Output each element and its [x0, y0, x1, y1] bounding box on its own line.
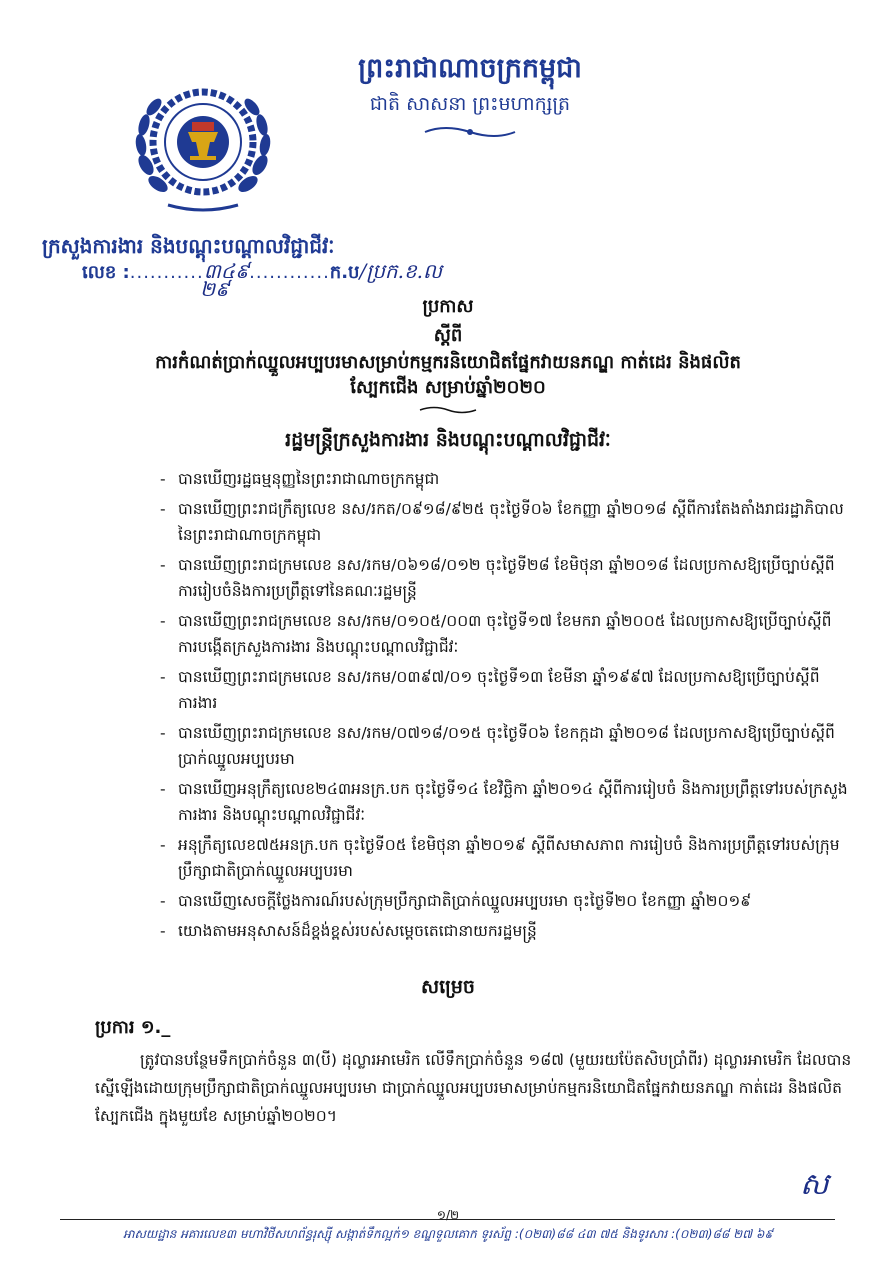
article-label: ប្រការ ១._: [95, 1017, 171, 1038]
reference-suffix: ក.ប: [329, 262, 360, 283]
list-item: - បានឃើញព្រះរាជក្រមលេខ នស/រកម/០៣៩៧/០១ ចុះថ្ងៃទី១៣ ខែមីនា ឆ្នាំ១៩៩៧ ដែលប្រកាសឱ្យប្រើច្បាប់ស្តីពីការងារ: [160, 664, 850, 716]
document-type: ប្រកាស: [422, 296, 474, 317]
ornament-divider: [420, 125, 520, 139]
footer-address: អាសយដ្ឋាន អគារលេខ៣ មហាវិថីសហព័ន្ធរុស្ស៊ី សង្កាត់ទឹកល្អក់១ ខណ្ឌទួលគោក ទូរស័ព្ទ :(០២៣)៨៨ ៤៣ ៧៥ និងទូរសារ :(០២៣)៨៨ ២៧ ៦៩: [123, 1227, 773, 1241]
national-motto: ជាតិ សាសនា ព្រះមហាក្សត្រ: [369, 93, 571, 115]
list-item: - បានឃើញអនុក្រឹត្យលេខ២៤៣អនក្រ.បក ចុះថ្ងៃទី១៤ ខែវិច្ឆិកា ឆ្នាំ២០១៤ ស្តីពីការរៀបចំ និងការប្រព្រឹត្តទៅរបស់ក្រសួងការងារ និងបណ្តុះបណ្តាលវិជ្ជាជីវៈ: [160, 776, 850, 828]
ministry-logo: [128, 70, 278, 220]
reference-dots-2: ............: [249, 262, 330, 283]
list-item: - បានឃើញព្រះរាជក្រមលេខ នស/រកម/០៧១៨/០១៥ ចុះថ្ងៃទី០៦ ខែកក្កដា ឆ្នាំ២០១៨ ដែលប្រកាសឱ្យប្រើច្បាប់ស្តីពីប្រាក់ឈ្នួលអប្បបរមា: [160, 720, 850, 772]
list-item: - អនុក្រឹត្យលេខ៧៥អនក្រ.បក ចុះថ្ងៃទី០៥ ខែមិថុនា ឆ្នាំ២០១៩ ស្តីពីសមាសភាព ការរៀបចំ និងការប្រព្រឹត្តទៅរបស់ក្រុមប្រឹក្សាជាតិប្រាក់ឈ្នួលអប្បបរមា: [160, 832, 850, 884]
reference-handwritten-number: ៣៤៩: [203, 259, 250, 283]
issuing-authority: រដ្ឋមន្រ្តីក្រសួងការងារ និងបណ្តុះបណ្តាលវិជ្ជាជីវៈ: [285, 429, 611, 451]
reference-number: លេខ :...........៣៤៩............ក.ប/ប្រក.ខ.ល ២៩: [82, 258, 442, 288]
page-number: ១/២: [436, 1208, 460, 1222]
handwritten-initials: ស: [800, 1167, 829, 1202]
list-item: - បានឃើញព្រះរាជក្រមលេខ នស/រកម/០៦១៨/០១២ ចុះថ្ងៃទី២៨ ខែមិថុនា ឆ្នាំ២០១៨ ដែលប្រកាសឱ្យប្រើច្បាប់ស្តីពីការរៀបចំនិងការប្រព្រឹត្តទៅនៃគណៈរដ្ឋមន្ត្រី: [160, 552, 850, 604]
ministry-name: ក្រសួងការងារ និងបណ្តុះបណ្តាលវិជ្ជាជីវៈ: [42, 234, 335, 258]
subject-divider: [418, 405, 478, 415]
document-about: ស្តីពី: [433, 325, 463, 346]
list-item: - បានឃើញសេចក្តីថ្លែងការណ៍របស់ក្រុមប្រឹក្សាជាតិប្រាក់ឈ្នួលអប្បបរមា ចុះថ្ងៃទី២០ ខែកញ្ញា ឆ្នាំ២០១៩: [160, 888, 850, 914]
decision-heading: សម្រេច: [421, 976, 475, 998]
reference-handwritten-day: ២៩: [200, 277, 230, 301]
list-item: - បានឃើញរដ្ឋធម្មនុញ្ញនៃព្រះរាជាណាចក្រកម្ពុជា: [160, 466, 850, 492]
reference-dots: ...........: [129, 262, 204, 283]
kingdom-heading: ព្រះរាជាណាចក្រកម្ពុជា: [358, 53, 582, 84]
list-item: - យោងតាមអនុសាសន៍ដ៏ខ្ពង់ខ្ពស់របស់សម្តេចតេជោនាយករដ្ឋមន្ត្រី: [160, 918, 850, 944]
reference-handwritten-code: /ប្រក.ខ.ល: [359, 259, 443, 283]
document-subject: ការកំណត់ប្រាក់ឈ្នួលអប្បបរមាសម្រាប់កម្មករនិយោជិតផ្នែកវាយនភណ្ឌ កាត់ដេរ និងផលិតស្បែកជើង សម្រាប់ឆ្នាំ២០២០: [155, 352, 741, 398]
list-item: - បានឃើញព្រះរាជក្រឹត្យលេខ នស/រកត/០៩១៨/៩២៥ ចុះថ្ងៃទី០៦ ខែកញ្ញា ឆ្នាំ២០១៨ ស្តីពីការតែងតាំងរាជរដ្ឋាភិបាលនៃព្រះរាជាណាចក្រកម្ពុជា: [160, 496, 850, 548]
article-text: ត្រូវបានបន្ថែមទឹកប្រាក់ចំនួន ៣(បី) ដុល្លារអាមេរិក លើទឹកប្រាក់ចំនួន ១៨៧ (មួយរយប៉ែតសិបប្រាំពីរ) ដុល្លារអាមេរិក ដែលបានស្នើឡើងដោយក្រុមប្រឹក្សាជាតិប្រាក់ឈ្នួលអប្បបរមា ជាប្រាក់ឈ្នួលអប្បបរមាសម្រាប់កម្មករនិយោជិតផ្នែកវាយនភណ្ឌ កាត់ដេរ និងផលិតស្បែកជើង ក្នុងមួយខែ សម្រាប់ឆ្នាំ២០២០។: [95, 1051, 852, 1125]
considerations-list: [160, 466, 850, 948]
reference-label: លេខ: [82, 262, 117, 283]
footer-rule: [60, 1219, 835, 1220]
list-item: - បានឃើញព្រះរាជក្រមលេខ នស/រកម/០១០៥/០០៣ ចុះថ្ងៃទី១៧ ខែមករា ឆ្នាំ២០០៥ ដែលប្រកាសឱ្យប្រើច្បាប់ស្តីពីការបង្កើតក្រសួងការងារ និងបណ្តុះបណ្តាលវិជ្ជាជីវៈ: [160, 608, 850, 660]
